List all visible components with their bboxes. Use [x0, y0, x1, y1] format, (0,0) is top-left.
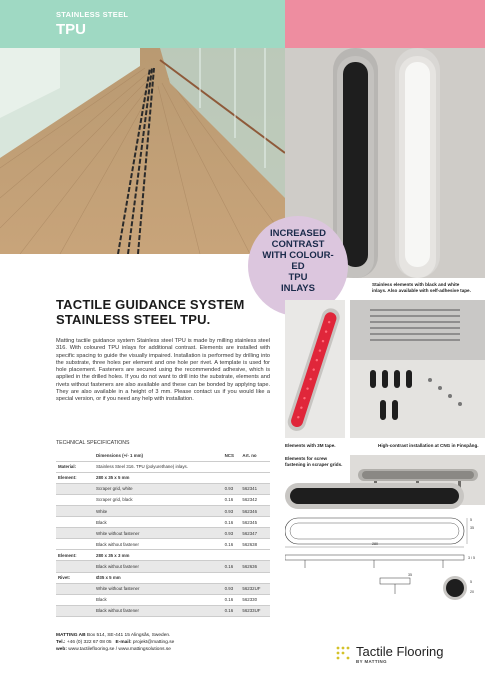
specs-col-label — [56, 450, 94, 461]
caption-screw: Elements for screw fastening in scraper grids. — [285, 456, 343, 467]
footer-tel-label: Tel.: — [56, 640, 66, 645]
specs-cell-artno: 56232UF — [240, 583, 270, 594]
badge-line: INLAYS — [281, 283, 315, 294]
specs-cell-artno: 562347 — [240, 528, 270, 539]
specs-cell-label — [56, 483, 94, 494]
badge-line: INCREASED — [270, 228, 326, 239]
specs-cell-ncs: 0.93 — [223, 483, 241, 494]
badge-line: WITH COLOUR- — [262, 250, 334, 261]
specs-cell-label — [56, 539, 94, 550]
specs-cell-desc: Ø35 x 5 mm — [94, 572, 223, 583]
specs-col-ncs: NCS — [223, 450, 241, 461]
specs-cell-ncs — [223, 550, 241, 561]
specs-cell-artno: 562341 — [240, 483, 270, 494]
specs-cell-desc: Black without fastener — [94, 539, 223, 550]
footer-tel: +46 (0) 322 67 08 05 — [66, 640, 112, 645]
specs-cell-label: Element: — [56, 472, 94, 483]
specs-row — [56, 594, 270, 605]
caption-black-white: Stainless elements with black and white inlays. Also available with self-adhesive tape. — [372, 282, 471, 293]
specs-row — [56, 505, 270, 516]
footer-web-label: web: — [56, 647, 67, 652]
specs-row — [56, 528, 270, 539]
specs-row — [56, 550, 270, 561]
specs-cell-ncs: 0.16 — [223, 561, 241, 572]
specs-cell-artno: 562638 — [240, 539, 270, 550]
specs-cell-ncs — [223, 472, 241, 483]
footer-address: Box 514, SE-441 15 Alingsås, Sweden. — [86, 633, 171, 638]
footer-company: MATTING AB — [56, 633, 86, 638]
specs-cell-desc: 280 x 35 x 5 mm — [94, 472, 223, 483]
specs-cell-artno: 562346 — [240, 505, 270, 516]
dim-depth: 5 — [470, 518, 472, 522]
specs-cell-ncs: 0.16 — [223, 494, 241, 505]
specs-cell-label — [56, 494, 94, 505]
caption-fimpling: High-contrast installation at CNG in Finspång. — [378, 443, 479, 448]
dim-thin: 3 / 5 — [468, 556, 475, 560]
logo-dots-icon — [336, 646, 352, 662]
specs-cell-artno — [240, 572, 270, 583]
specs-row — [56, 605, 270, 616]
technical-drawing — [285, 483, 485, 618]
specs-cell-artno: 562342 — [240, 494, 270, 505]
specs-cell-ncs — [223, 461, 241, 472]
specs-header-row — [56, 450, 270, 461]
specs-cell-artno: 562330 — [240, 594, 270, 605]
specs-cell-artno — [240, 472, 270, 483]
specs-cell-label — [56, 594, 94, 605]
specs-cell-desc: Black without fastener — [94, 561, 223, 572]
specs-row — [56, 461, 270, 472]
dim-height: 35 — [470, 526, 474, 530]
specs-cell-ncs: 0.16 — [223, 517, 241, 528]
footer-email: projekt@matting.se — [132, 640, 175, 645]
finspang-installation-photo — [350, 300, 485, 438]
specs-cell-label: Material: — [56, 461, 94, 472]
specs-cell-artno — [240, 550, 270, 561]
specs-cell-ncs — [223, 572, 241, 583]
specs-row — [56, 517, 270, 528]
caption-tape: Elements with 3M tape. — [285, 443, 336, 448]
specs-cell-label — [56, 583, 94, 594]
specs-cell-desc: White — [94, 505, 223, 516]
specs-cell-desc: Black — [94, 517, 223, 528]
specs-cell-ncs: 0.16 — [223, 539, 241, 550]
specs-cell-ncs: 0.93 — [223, 505, 241, 516]
specs-cell-desc: Black — [94, 594, 223, 605]
specs-cell-desc: White without fastener — [94, 583, 223, 594]
specs-cell-ncs: 0.93 — [223, 583, 241, 594]
tactile-flooring-logo — [336, 644, 444, 667]
corridor-photo — [0, 48, 285, 254]
header-mint-band — [0, 0, 285, 48]
badge-line: TPU — [288, 272, 308, 283]
specs-cell-label — [56, 605, 94, 616]
badge-line: ED — [291, 261, 305, 272]
specs-row — [56, 583, 270, 594]
header-title: TPU — [56, 21, 86, 38]
dim-rivet-diameter: 35 — [408, 573, 412, 577]
page-title: TACTILE GUIDANCE SYSTEM STAINLESS STEEL TPU. — [56, 297, 245, 327]
specs-cell-ncs: 0.16 — [223, 594, 241, 605]
specs-cell-desc: Scraper grid, white — [94, 483, 223, 494]
footer-web: www.tactileflooring.se / www.mattingsolutions.se — [68, 647, 171, 652]
footer — [56, 632, 174, 653]
specs-row — [56, 539, 270, 550]
header-pink-band — [285, 0, 485, 48]
specs-row — [56, 572, 270, 583]
specs-cell-label — [56, 561, 94, 572]
specs-cell-label — [56, 528, 94, 539]
dim-length: 280 — [372, 542, 378, 546]
specs-cell-desc: 280 x 35 x 3 mm — [94, 550, 223, 561]
specs-cell-desc: Black without fastener — [94, 605, 223, 616]
footer-email-label: E-mail: — [115, 640, 132, 645]
badge-line: CONTRAST — [271, 239, 325, 250]
specs-heading: TECHNICAL SPECIFICATIONS — [56, 440, 130, 446]
specs-cell-artno: 56233UF — [240, 605, 270, 616]
specs-cell-label — [56, 505, 94, 516]
specs-cell-desc: Scraper grid, black — [94, 494, 223, 505]
specs-cell-artno: 562345 — [240, 517, 270, 528]
specs-cell-ncs: 0.93 — [223, 528, 241, 539]
logo-subline: BY MATTING — [356, 659, 387, 664]
dim-rivet-height: 20 — [470, 590, 474, 594]
body-text: Matting tactile guidance system Stainless steel TPU is made by milling stainless steel 316. With coloured TPU inlays for additional contrast. Elements are installed with specific spacing to guide the visually impaired. Installation is performed by drilling into the substrate, three holes per element and one hole per rivet. A template is used for hole placement. Fasteners are secured using the recommended adhesive, which is applied in the drilled holes. If you do not want to drill into the substrate, elements and rivets without fasteners are also available and these can be bonded by applying tape. They are also available in a height of 3 mm. Please contact us if you would like a special version, or if you need any help with installation. — [56, 338, 270, 403]
specs-cell-desc: White without fastener — [94, 528, 223, 539]
specs-col-artno: Art. no — [240, 450, 270, 461]
specs-col-dimensions: Dimensions (+/- 1 mm) — [94, 450, 223, 461]
specs-cell-label — [56, 517, 94, 528]
logo-wordmark: Tactile Flooring — [356, 644, 444, 659]
dim-rivet-top: 5 — [470, 580, 472, 584]
specs-row — [56, 561, 270, 572]
specs-cell-label: Element: — [56, 550, 94, 561]
specs-table — [56, 450, 270, 617]
specs-row — [56, 472, 270, 483]
specs-row — [56, 483, 270, 494]
specs-cell-artno — [240, 461, 270, 472]
tape-element-photo — [285, 300, 345, 438]
specs-row — [56, 494, 270, 505]
header-category: STAINLESS STEEL — [56, 10, 129, 19]
specs-cell-ncs: 0.16 — [223, 605, 241, 616]
specs-cell-desc: Stainless Steel 316. TPU (polyurethane) inlays. — [94, 461, 223, 472]
specs-cell-label: Rivet: — [56, 572, 94, 583]
specs-cell-artno: 562636 — [240, 561, 270, 572]
